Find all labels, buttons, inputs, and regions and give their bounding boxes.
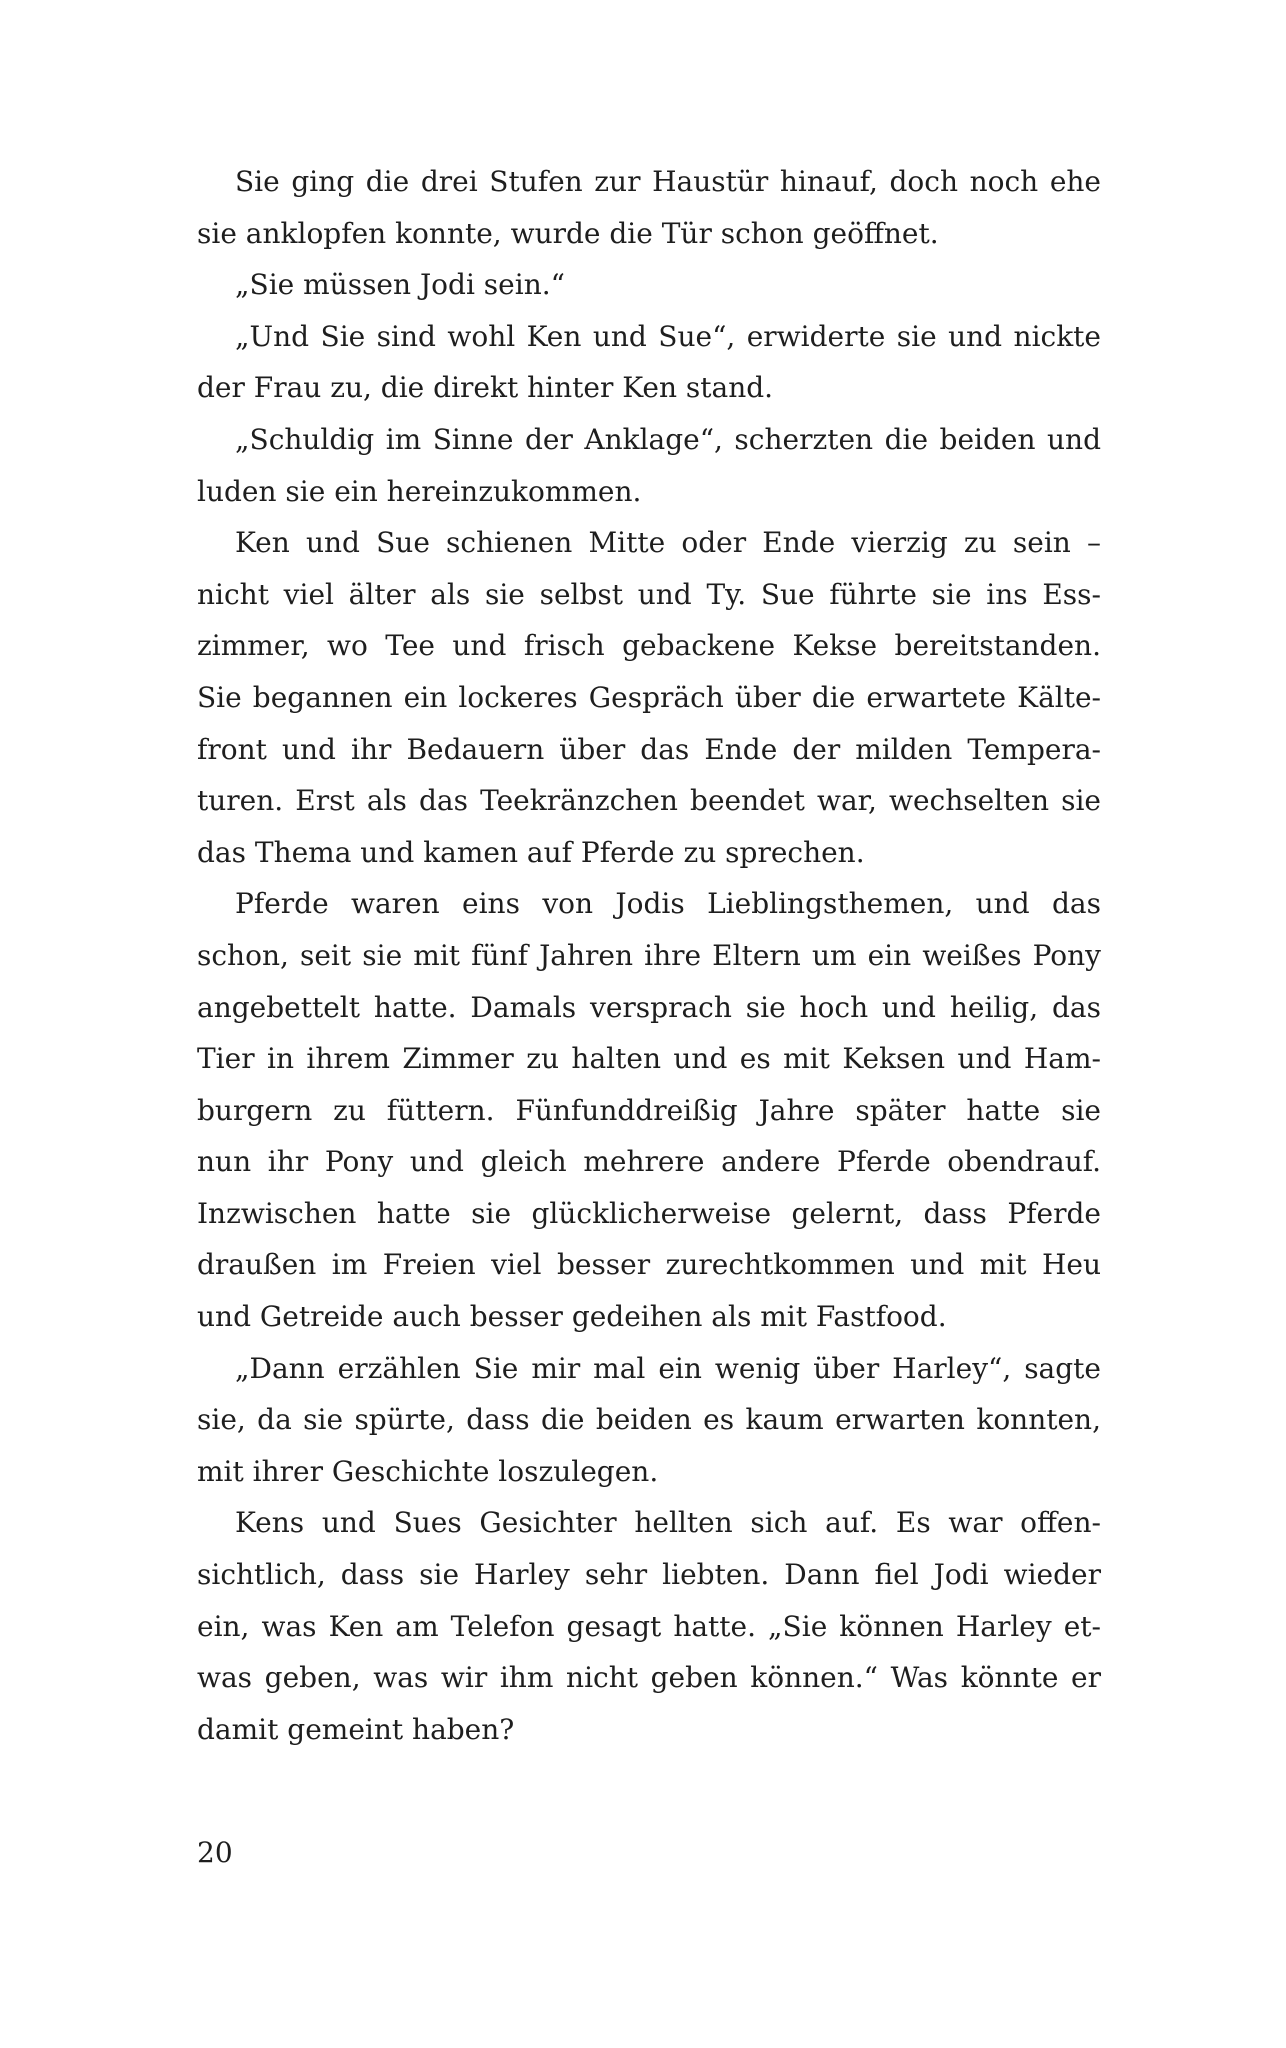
text-line: „Sie müssen Jodi sein.“ xyxy=(235,268,565,302)
text-line: ein, was Ken am Telefon gesagt hatte. „Sie können Harley et- xyxy=(197,1609,1101,1643)
text-line: sie, da sie spürte, dass die beiden es kaum erwarten konnten, xyxy=(197,1403,1101,1437)
text-line: angebettelt hatte. Damals versprach sie hoch und heilig, das xyxy=(197,990,1101,1024)
text-line: nun ihr Pony und gleich mehrere andere Pferde obendrauf. xyxy=(197,1145,1101,1179)
body-text xyxy=(197,156,1101,1755)
text-line: „Und Sie sind wohl Ken und Sue“, erwiderte sie und nickte xyxy=(235,319,1101,353)
text-line: mit ihrer Geschichte loszulegen. xyxy=(197,1454,659,1488)
text-line: luden sie ein hereinzukommen. xyxy=(197,474,642,508)
text-line: sichtlich, dass sie Harley sehr liebten. Dann fiel Jodi wieder xyxy=(197,1558,1101,1592)
text-line: „Dann erzählen Sie mir mal ein wenig über Harley“, sagte xyxy=(235,1351,1101,1385)
text-line: was geben, was wir ihm nicht geben können.“ Was könnte er xyxy=(197,1661,1101,1695)
text-line: zimmer, wo Tee und frisch gebackene Kekse bereitstanden. xyxy=(197,629,1101,663)
text-line: Kens und Sues Gesichter hellten sich auf. Es war offen- xyxy=(235,1506,1101,1540)
text-line: und Getreide auch besser gedeihen als mit Fastfood. xyxy=(197,1300,947,1334)
text-line: Pferde waren eins von Jodis Lieblingsthemen, und das xyxy=(235,887,1101,921)
page-number: 20 xyxy=(197,1836,233,1869)
text-line: schon, seit sie mit fünf Jahren ihre Eltern um ein weißes Pony xyxy=(197,938,1101,972)
text-line: sie anklopfen konnte, wurde die Tür schon geöffnet. xyxy=(197,216,939,250)
text-line: das Thema und kamen auf Pferde zu sprechen. xyxy=(197,835,865,869)
text-line: nicht viel älter als sie selbst und Ty. Sue führte sie ins Ess- xyxy=(197,577,1101,611)
text-line: Sie begannen ein lockeres Gespräch über die erwartete Kälte- xyxy=(197,680,1101,714)
text-line: turen. Erst als das Teekränzchen beendet war, wechselten sie xyxy=(197,784,1101,818)
text-line: Tier in ihrem Zimmer zu halten und es mit Keksen und Ham- xyxy=(197,1042,1101,1076)
text-line: „Schuldig im Sinne der Anklage“, scherzten die beiden und xyxy=(235,422,1101,456)
text-line: der Frau zu, die direkt hinter Ken stand. xyxy=(197,371,774,405)
text-line: damit gemeint haben? xyxy=(197,1712,515,1746)
text-line: front und ihr Bedauern über das Ende der milden Tempera- xyxy=(197,732,1101,766)
text-line: burgern zu füttern. Fünfunddreißig Jahre später hatte sie xyxy=(197,1093,1101,1127)
text-line: Inzwischen hatte sie glücklicherweise gelernt, dass Pferde xyxy=(197,1196,1101,1230)
text-line: draußen im Freien viel besser zurechtkommen und mit Heu xyxy=(197,1248,1101,1282)
text-line: Sie ging die drei Stufen zur Haustür hinauf, doch noch ehe xyxy=(235,165,1101,198)
text-line: Ken und Sue schienen Mitte oder Ende vierzig zu sein – xyxy=(235,526,1101,560)
